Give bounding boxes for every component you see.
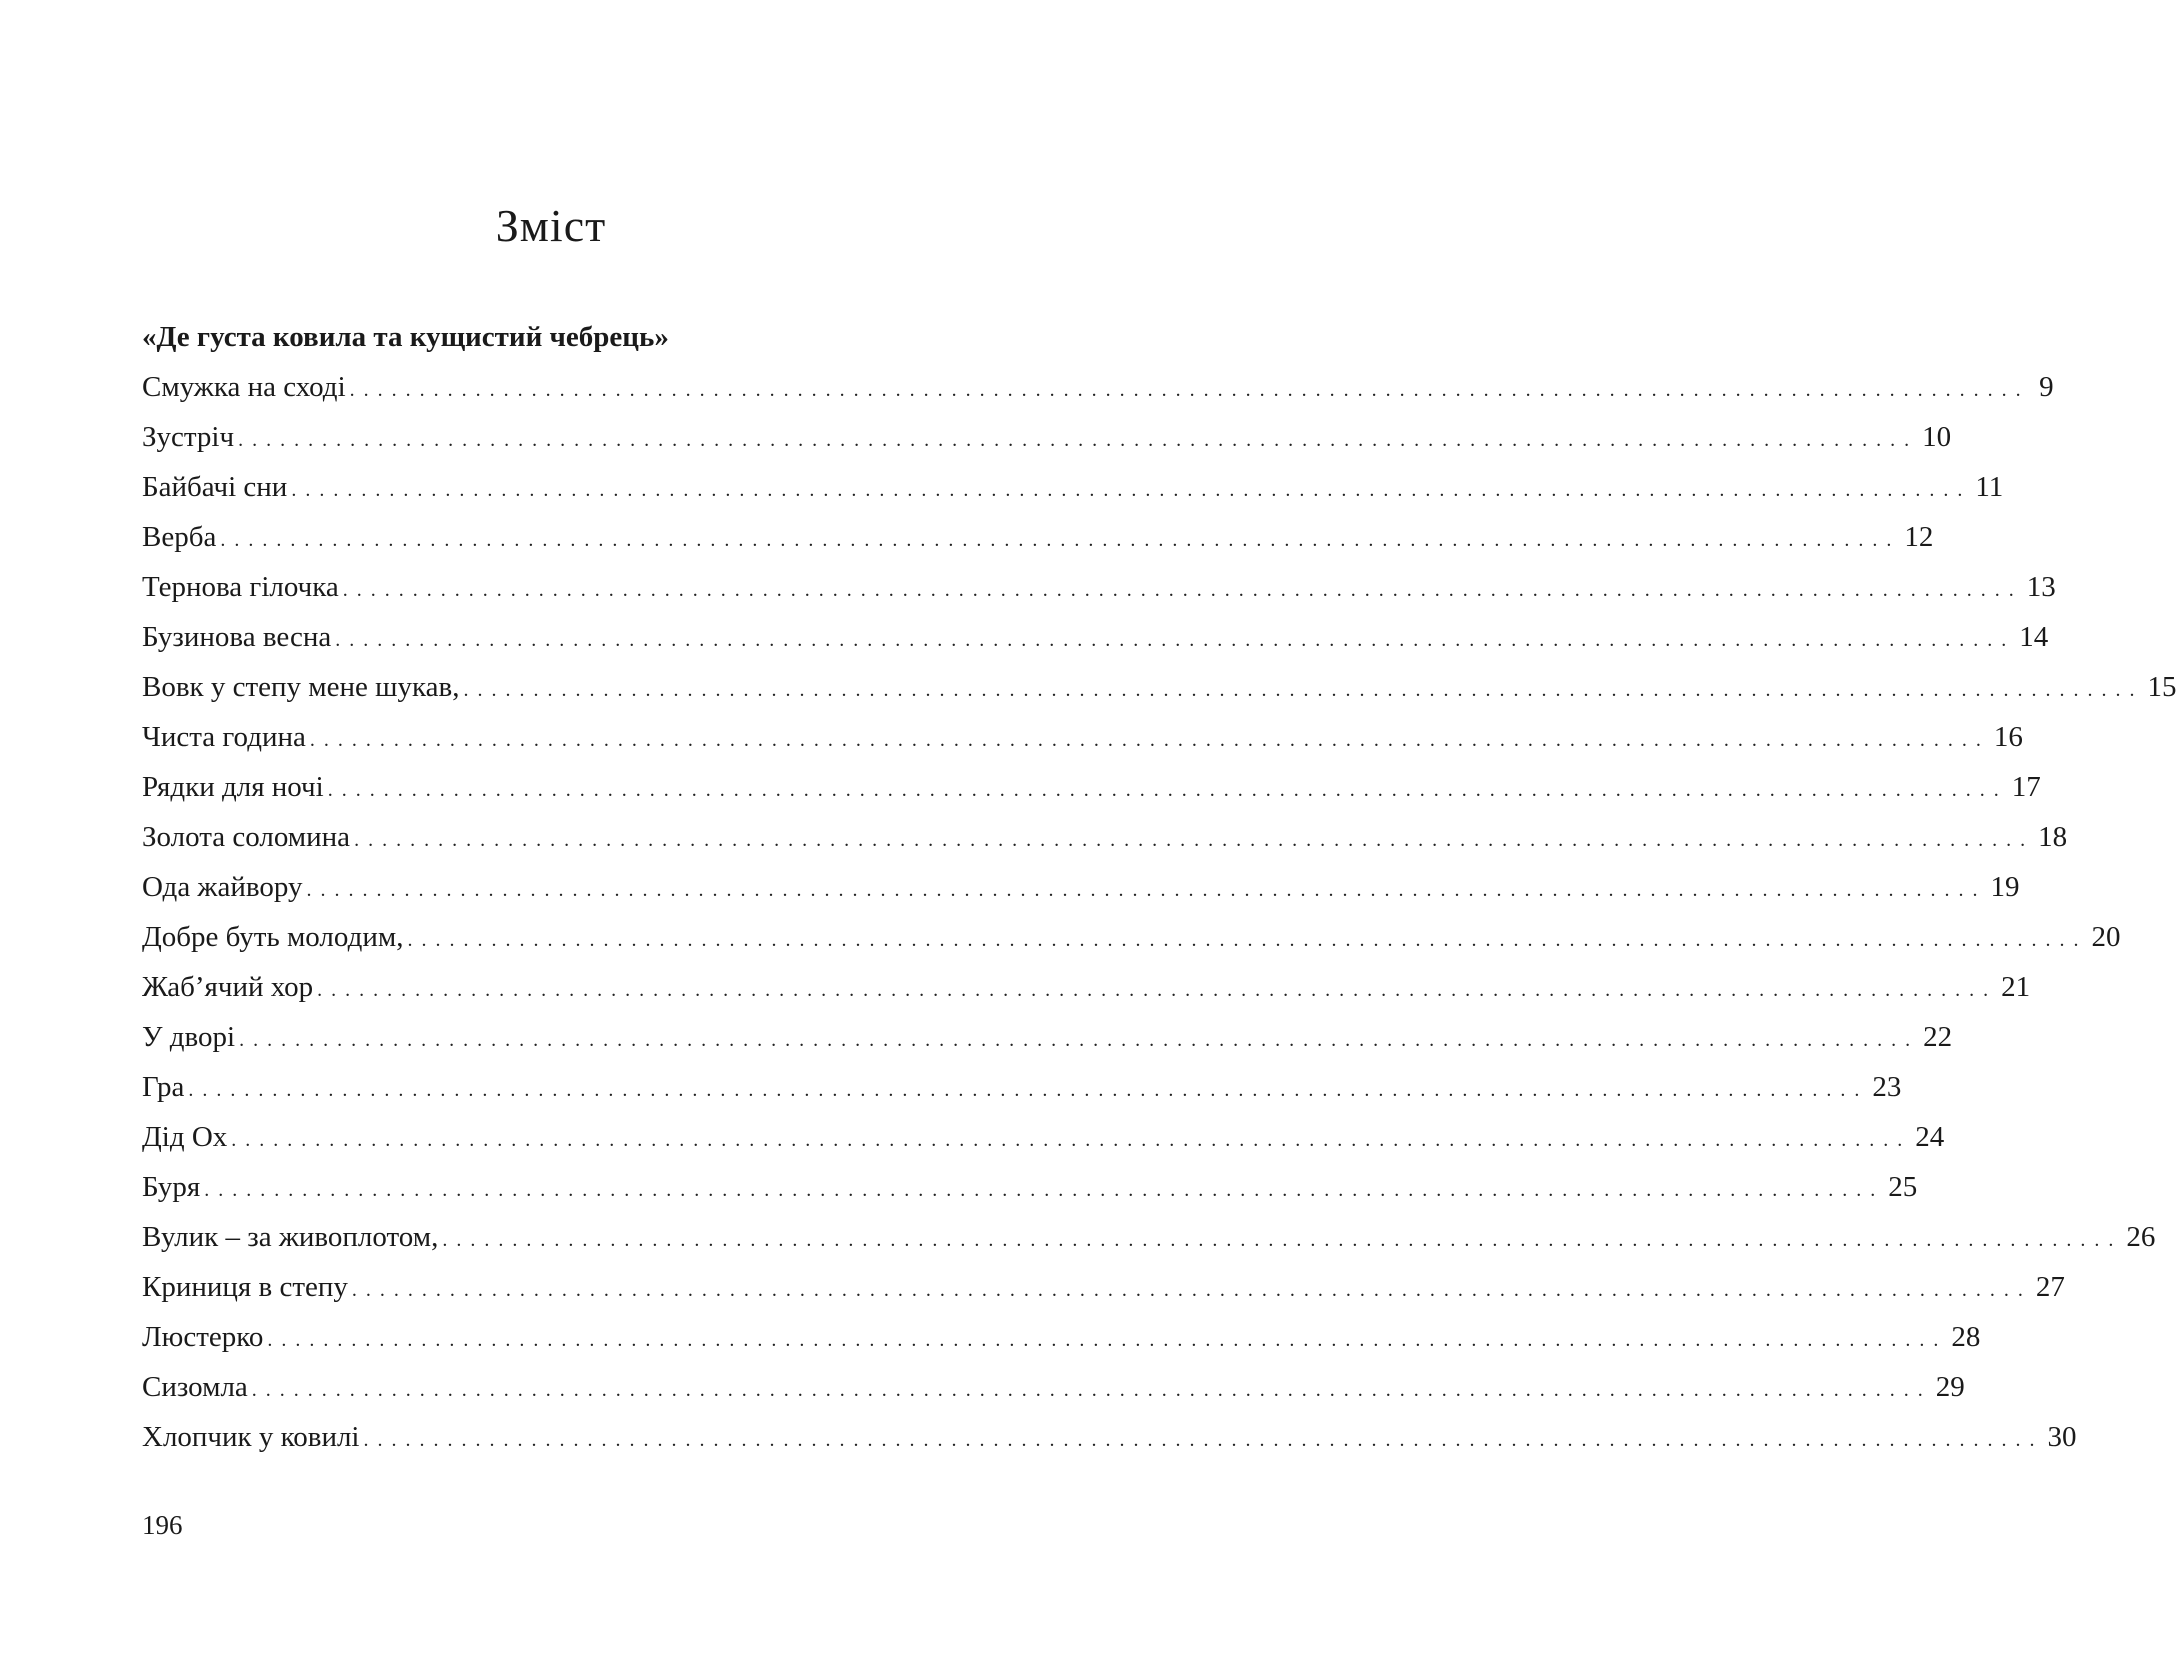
- toc-entry-title: Гра: [142, 1071, 185, 1103]
- toc-entry-title: Бузинова весна: [142, 621, 332, 653]
- toc-entry: [142, 1162, 1918, 1212]
- toc-entry-title: Тернова гілочка: [142, 571, 339, 603]
- toc-entry-page: 11: [1975, 471, 2004, 503]
- toc-entry-title: Смужка на сході: [142, 371, 346, 403]
- toc-entry-page: 21: [2001, 971, 2031, 1003]
- toc-entry: [142, 1212, 2156, 1262]
- toc-entry-page: 18: [2038, 821, 2068, 853]
- dot-leader: ........................................................................................................................: [327, 779, 2008, 801]
- toc-entry-title: Байбачі сни: [142, 471, 288, 503]
- table-of-contents: [142, 312, 2176, 1462]
- dot-leader: ........................................................................................................................: [231, 1129, 1912, 1151]
- dot-leader: ........................................................................................................................: [188, 1079, 1869, 1101]
- dot-leader: ........................................................................................................................: [309, 729, 1990, 751]
- dot-leader: ........................................................................................................................: [363, 1429, 2044, 1451]
- page-title: Зміст: [495, 199, 607, 251]
- dot-leader: ........................................................................................................................: [291, 479, 1972, 501]
- dot-leader: ........................................................................................................................: [354, 829, 2035, 851]
- toc-entry-page: 19: [1990, 871, 2020, 903]
- toc-entry: [142, 712, 2023, 762]
- dot-leader: ........................................................................................................................: [407, 929, 2088, 951]
- dot-leader: ........................................................................................................................: [342, 579, 2023, 601]
- toc-entry-page: 12: [1904, 521, 1934, 553]
- toc-entry: [142, 912, 2121, 962]
- toc-entry-title: Зустріч: [142, 421, 235, 453]
- dot-leader: ........................................................................................................................: [442, 1229, 2123, 1251]
- toc-entry: [142, 812, 2068, 862]
- toc-entry-title: Рядки для ночі: [142, 771, 324, 803]
- toc-entry-page: 22: [1923, 1021, 1953, 1053]
- toc-entry-page: 28: [1951, 1321, 1981, 1353]
- toc-entry-page: 30: [2047, 1421, 2077, 1453]
- toc-entry-title: Золота соломина: [142, 821, 351, 853]
- toc-entry: [142, 1112, 1945, 1162]
- dot-leader: ........................................................................................................................: [349, 379, 2030, 401]
- toc-entry: [142, 412, 1952, 462]
- toc-entry-page: 20: [2091, 921, 2121, 953]
- toc-entry-page: 26: [2126, 1221, 2156, 1253]
- toc-entry-page: 24: [1915, 1121, 1945, 1153]
- toc-entry: [142, 1412, 2077, 1462]
- toc-entry-title: Криниця в степу: [142, 1271, 348, 1303]
- toc-entry: [142, 1312, 1981, 1362]
- toc-entry-page: 16: [1993, 721, 2023, 753]
- toc-entry: [142, 362, 2054, 412]
- toc-entry: [142, 512, 1934, 562]
- dot-leader: ........................................................................................................................: [204, 1179, 1885, 1201]
- dot-leader: ........................................................................................................................: [220, 529, 1901, 551]
- toc-entry-page: 25: [1888, 1171, 1918, 1203]
- toc-entry-page: 27: [2035, 1271, 2065, 1303]
- toc-entry-title: Ода жайвору: [142, 871, 303, 903]
- toc-entry-title: Добре буть молодим,: [142, 921, 404, 953]
- toc-entry-title: Вовк у степу мене шукав,: [142, 671, 460, 703]
- toc-entry: [142, 762, 2041, 812]
- dot-leader: ........................................................................................................................: [306, 879, 1987, 901]
- toc-entry-title: Чиста година: [142, 721, 306, 753]
- dot-leader: ........................................................................................................................: [335, 629, 2016, 651]
- toc-entry-page: 15: [2147, 671, 2176, 703]
- toc-entry-title: Дід Ох: [142, 1121, 228, 1153]
- dot-leader: ........................................................................................................................: [351, 1279, 2032, 1301]
- dot-leader: ........................................................................................................................: [317, 979, 1998, 1001]
- dot-leader: ........................................................................................................................: [251, 1379, 1932, 1401]
- toc-entry-title: Люстерко: [142, 1321, 264, 1353]
- toc-entry-title: Хлопчик у ковилі: [142, 1421, 360, 1453]
- toc-entry: [142, 662, 2176, 712]
- page-number: 196: [142, 1510, 183, 1540]
- toc-entry: [142, 862, 2020, 912]
- toc-entry-page: 17: [2011, 771, 2041, 803]
- toc-entry: [142, 462, 2004, 512]
- toc-entry-title: Буря: [142, 1171, 201, 1203]
- toc-entry: [142, 1262, 2065, 1312]
- toc-entry-page: 14: [2019, 621, 2049, 653]
- toc-entry-page: 13: [2026, 571, 2056, 603]
- toc-entry: [142, 962, 2031, 1012]
- toc-entry: [142, 612, 2049, 662]
- toc-entries: [142, 362, 2176, 1462]
- toc-entry-title: Вулик – за живоплотом,: [142, 1221, 439, 1253]
- toc-entry: [142, 562, 2056, 612]
- section-heading: «Де густа ковила та кущистий чебрець»: [142, 321, 669, 353]
- dot-leader: ........................................................................................................................: [238, 429, 1919, 451]
- toc-entry-title: Верба: [142, 521, 217, 553]
- dot-leader: ........................................................................................................................: [463, 679, 2144, 701]
- toc-entry-title: Сизомла: [142, 1371, 248, 1403]
- toc-entry-page: 9: [2039, 371, 2054, 403]
- toc-entry: [142, 1062, 1902, 1112]
- toc-entry: [142, 1362, 1965, 1412]
- toc-entry: [142, 1012, 1953, 1062]
- toc-entry-page: 23: [1872, 1071, 1902, 1103]
- dot-leader: ........................................................................................................................: [239, 1029, 1920, 1051]
- dot-leader: ........................................................................................................................: [267, 1329, 1948, 1351]
- toc-entry-title: У дворі: [142, 1021, 236, 1053]
- toc-entry-title: Жаб’ячий хор: [142, 971, 314, 1003]
- toc-entry-page: 10: [1922, 421, 1952, 453]
- toc-entry-page: 29: [1935, 1371, 1965, 1403]
